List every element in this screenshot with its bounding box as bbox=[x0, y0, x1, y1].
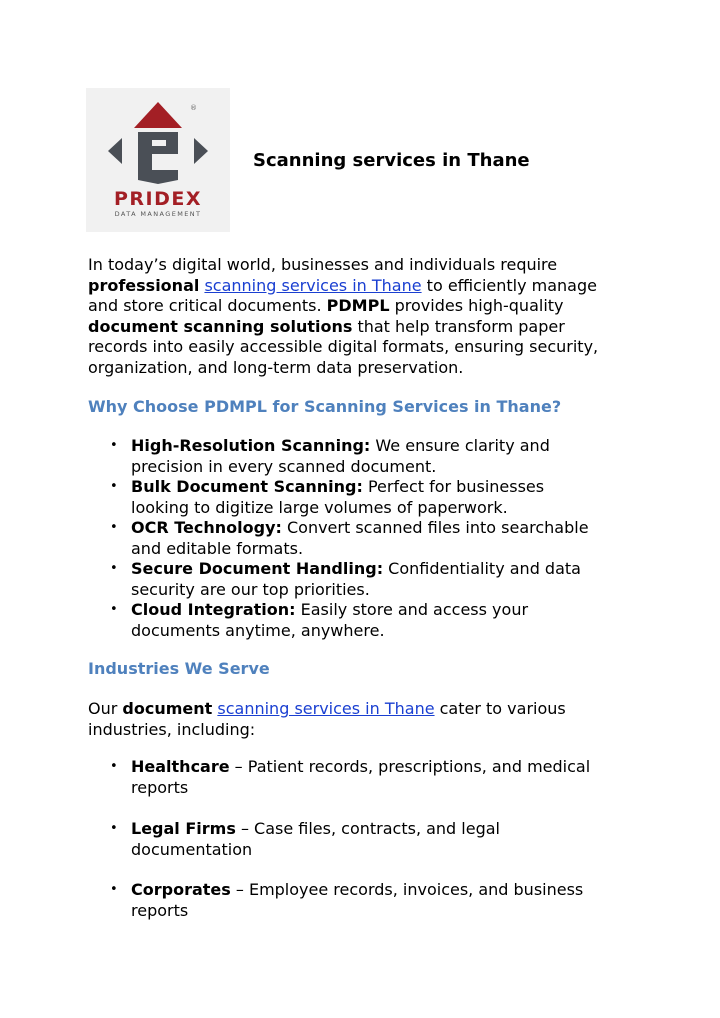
industries-heading: Industries We Serve bbox=[88, 659, 270, 678]
page-title: Scanning services in Thane bbox=[253, 150, 530, 171]
bullet: • bbox=[110, 602, 118, 617]
registered-mark: ® bbox=[190, 104, 197, 112]
scanning-services-link[interactable]: scanning services in Thane bbox=[204, 275, 422, 295]
list-item: • Corporates – Employee records, invoices, and business reports bbox=[110, 880, 584, 920]
logo-name: PRIDEX bbox=[113, 188, 203, 210]
list-item: • Secure Document Handling: Confidentiality and data security are our top priorities. bbox=[110, 559, 581, 599]
scanning-services-link-2[interactable]: scanning services in Thane bbox=[217, 699, 435, 718]
bullet: • bbox=[110, 479, 118, 494]
bullet: • bbox=[110, 759, 118, 774]
list-item: • Legal Firms – Case files, contracts, and legal documentation bbox=[110, 819, 500, 859]
bullet: • bbox=[110, 821, 118, 836]
bullet: • bbox=[110, 438, 118, 453]
bullet: • bbox=[110, 882, 118, 897]
list-item: • High-Resolution Scanning: We ensure clarity and precision in every scanned document. bbox=[110, 436, 550, 476]
list-item: • Cloud Integration: Easily store and access your documents anytime, anywhere. bbox=[110, 600, 529, 640]
why-heading: Why Choose PDMPL for Scanning Services in Thane? bbox=[88, 397, 562, 416]
logo-subtitle: DATA MANAGEMENT bbox=[114, 210, 202, 218]
list-item: • Bulk Document Scanning: Perfect for businesses looking to digitize large volumes of paperwork. bbox=[110, 477, 545, 517]
bullet: • bbox=[110, 561, 118, 576]
list-item: • Healthcare – Patient records, prescriptions, and medical reports bbox=[110, 757, 591, 797]
document-page: ® PRIDEX DATA MANAGEMENT Scanning services in Thane In today’s digital world, businesses and individuals require professional scanning services in Thane to efficiently manage and store critical documents. PDMPL provides high-quality document scanning solutions that help transform paper records into easily accessible digital formats, ensuring security, organization, and long-term data preservation. Why Choose PDMPL for Scanning Services in Thane? • High-Resolution Scanning: We ensure clarity and precision in every scanned document. • Bulk Document Scanning: Perfect for businesses looking to digitize large volumes of paperwork. • OCR Technology: Convert scanned files into searchable and editable formats. • Secure Document Handling: Confidentiality and data security are our top priorities. • Cloud Integration: Easily store and access your documents anytime, anywhere. Industries We Serve Our document scanning services in Thane cater to various industries, including: • Healthcare – Patient records, prescriptions, and medical reports • Legal Firms – Case files, contracts, and legal documentation • Corporates – Employee records, invoices, and business reports bbox=[0, 0, 720, 1018]
pridex-logo bbox=[86, 88, 230, 232]
list-item: • OCR Technology: Convert scanned files into searchable and editable formats. bbox=[110, 518, 589, 558]
bullet: • bbox=[110, 520, 118, 535]
